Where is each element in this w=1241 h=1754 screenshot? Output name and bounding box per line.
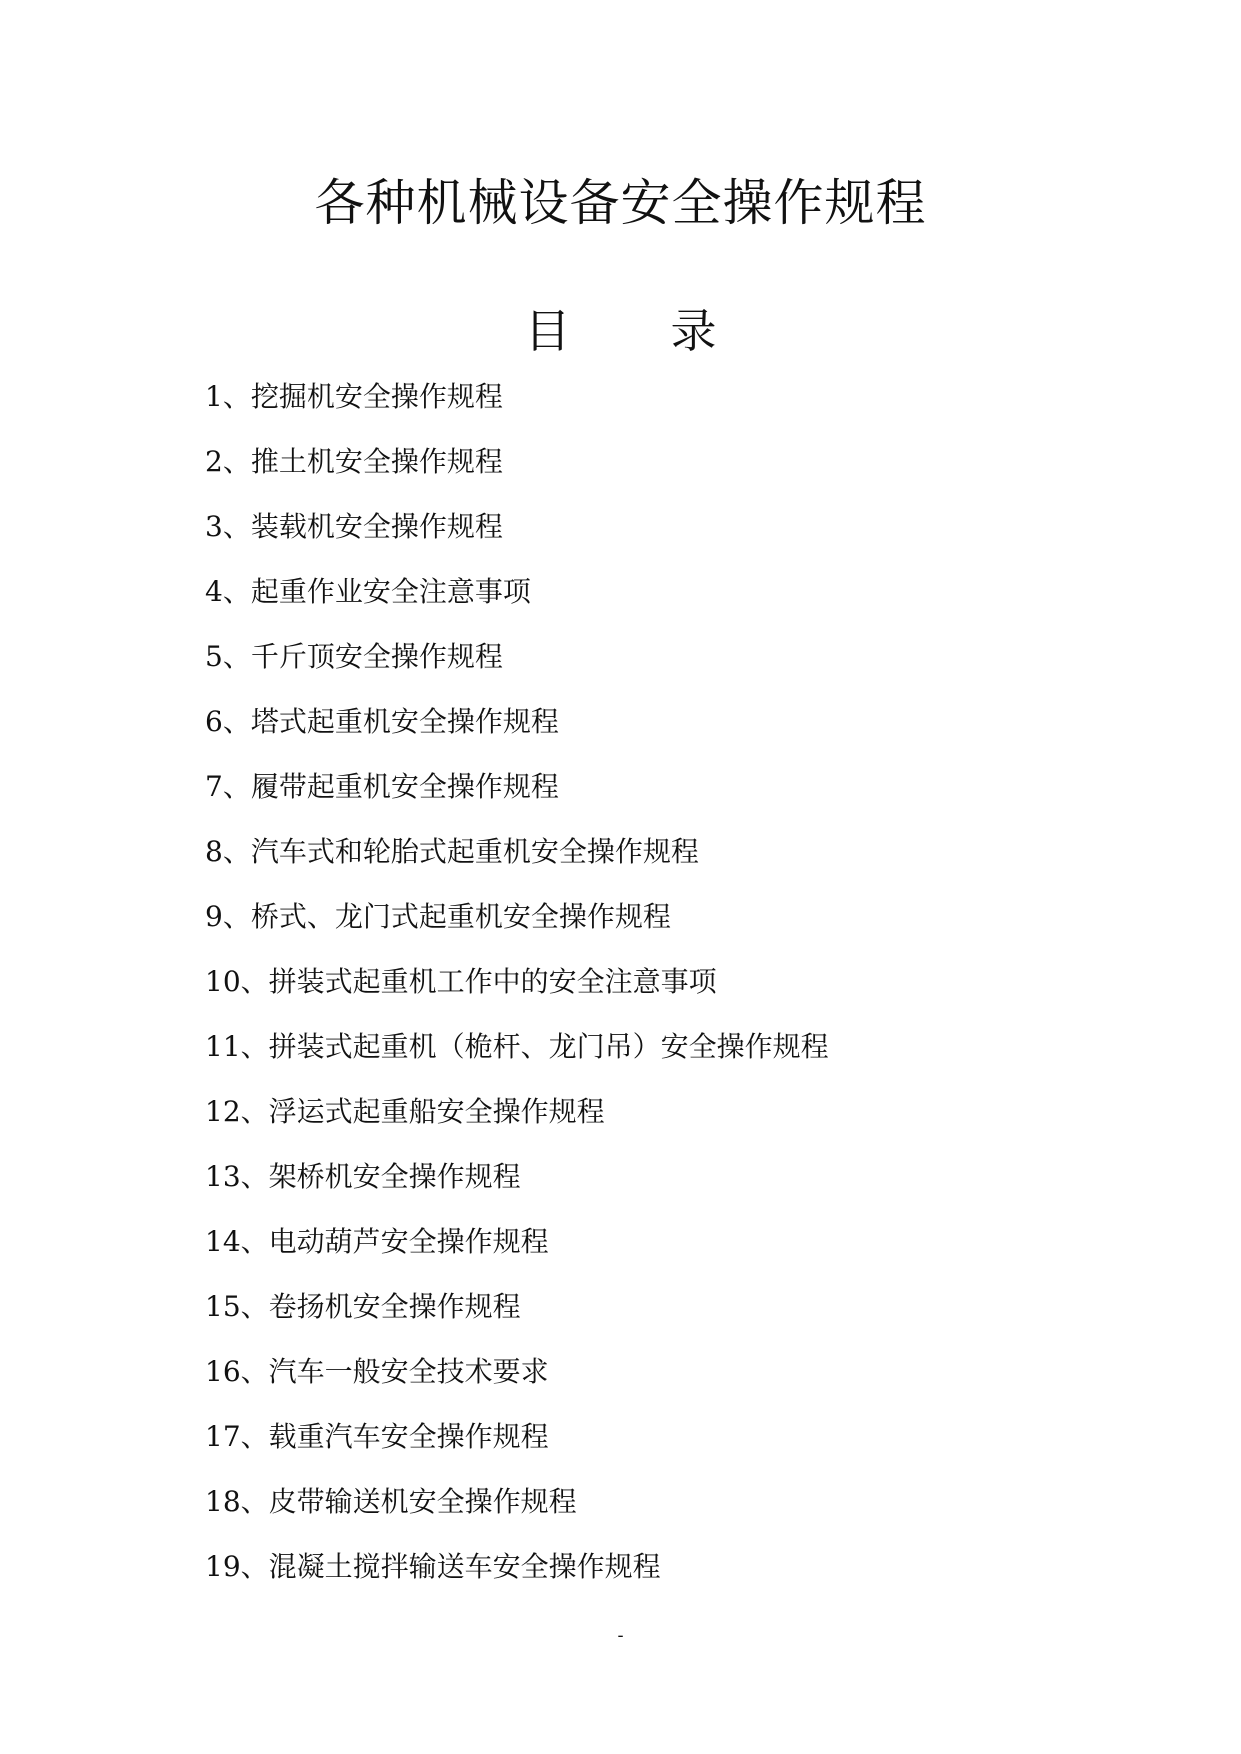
toc-item-3: 3、装载机安全操作规程: [205, 510, 503, 543]
page-number-mark: -: [617, 1625, 624, 1646]
document-title: 各种机械设备安全操作规程: [314, 174, 927, 232]
toc-item-15: 15、卷扬机安全操作规程: [205, 1290, 521, 1323]
toc-heading-right: 录: [670, 304, 717, 358]
toc-item-13: 13、架桥机安全操作规程: [205, 1160, 521, 1193]
toc-item-14: 14、电动葫芦安全操作规程: [205, 1225, 549, 1258]
toc-list: [205, 374, 829, 1609]
toc-item-16: 16、汽车一般安全技术要求: [205, 1355, 549, 1388]
toc-heading: [0, 300, 1241, 362]
toc-item-10: 10、拼装式起重机工作中的安全注意事项: [205, 965, 717, 998]
toc-item-19: 19、混凝土搅拌输送车安全操作规程: [205, 1550, 661, 1583]
toc-item-5: 5、千斤顶安全操作规程: [205, 640, 503, 673]
toc-item-9: 9、桥式、龙门式起重机安全操作规程: [205, 900, 671, 933]
toc-item-6: 6、塔式起重机安全操作规程: [205, 705, 559, 738]
toc-item-1: 1、挖掘机安全操作规程: [205, 380, 503, 413]
toc-heading-left: 目: [524, 304, 571, 358]
toc-item-12: 12、浮运式起重船安全操作规程: [205, 1095, 605, 1128]
toc-item-2: 2、推土机安全操作规程: [205, 445, 503, 478]
toc-item-18: 18、皮带输送机安全操作规程: [205, 1485, 577, 1518]
toc-item-4: 4、起重作业安全注意事项: [205, 575, 531, 608]
toc-item-11: 11、拼装式起重机（桅杆、龙门吊）安全操作规程: [205, 1030, 829, 1063]
toc-item-8: 8、汽车式和轮胎式起重机安全操作规程: [205, 835, 699, 868]
toc-item-7: 7、履带起重机安全操作规程: [205, 770, 559, 803]
toc-item-17: 17、载重汽车安全操作规程: [205, 1420, 549, 1453]
